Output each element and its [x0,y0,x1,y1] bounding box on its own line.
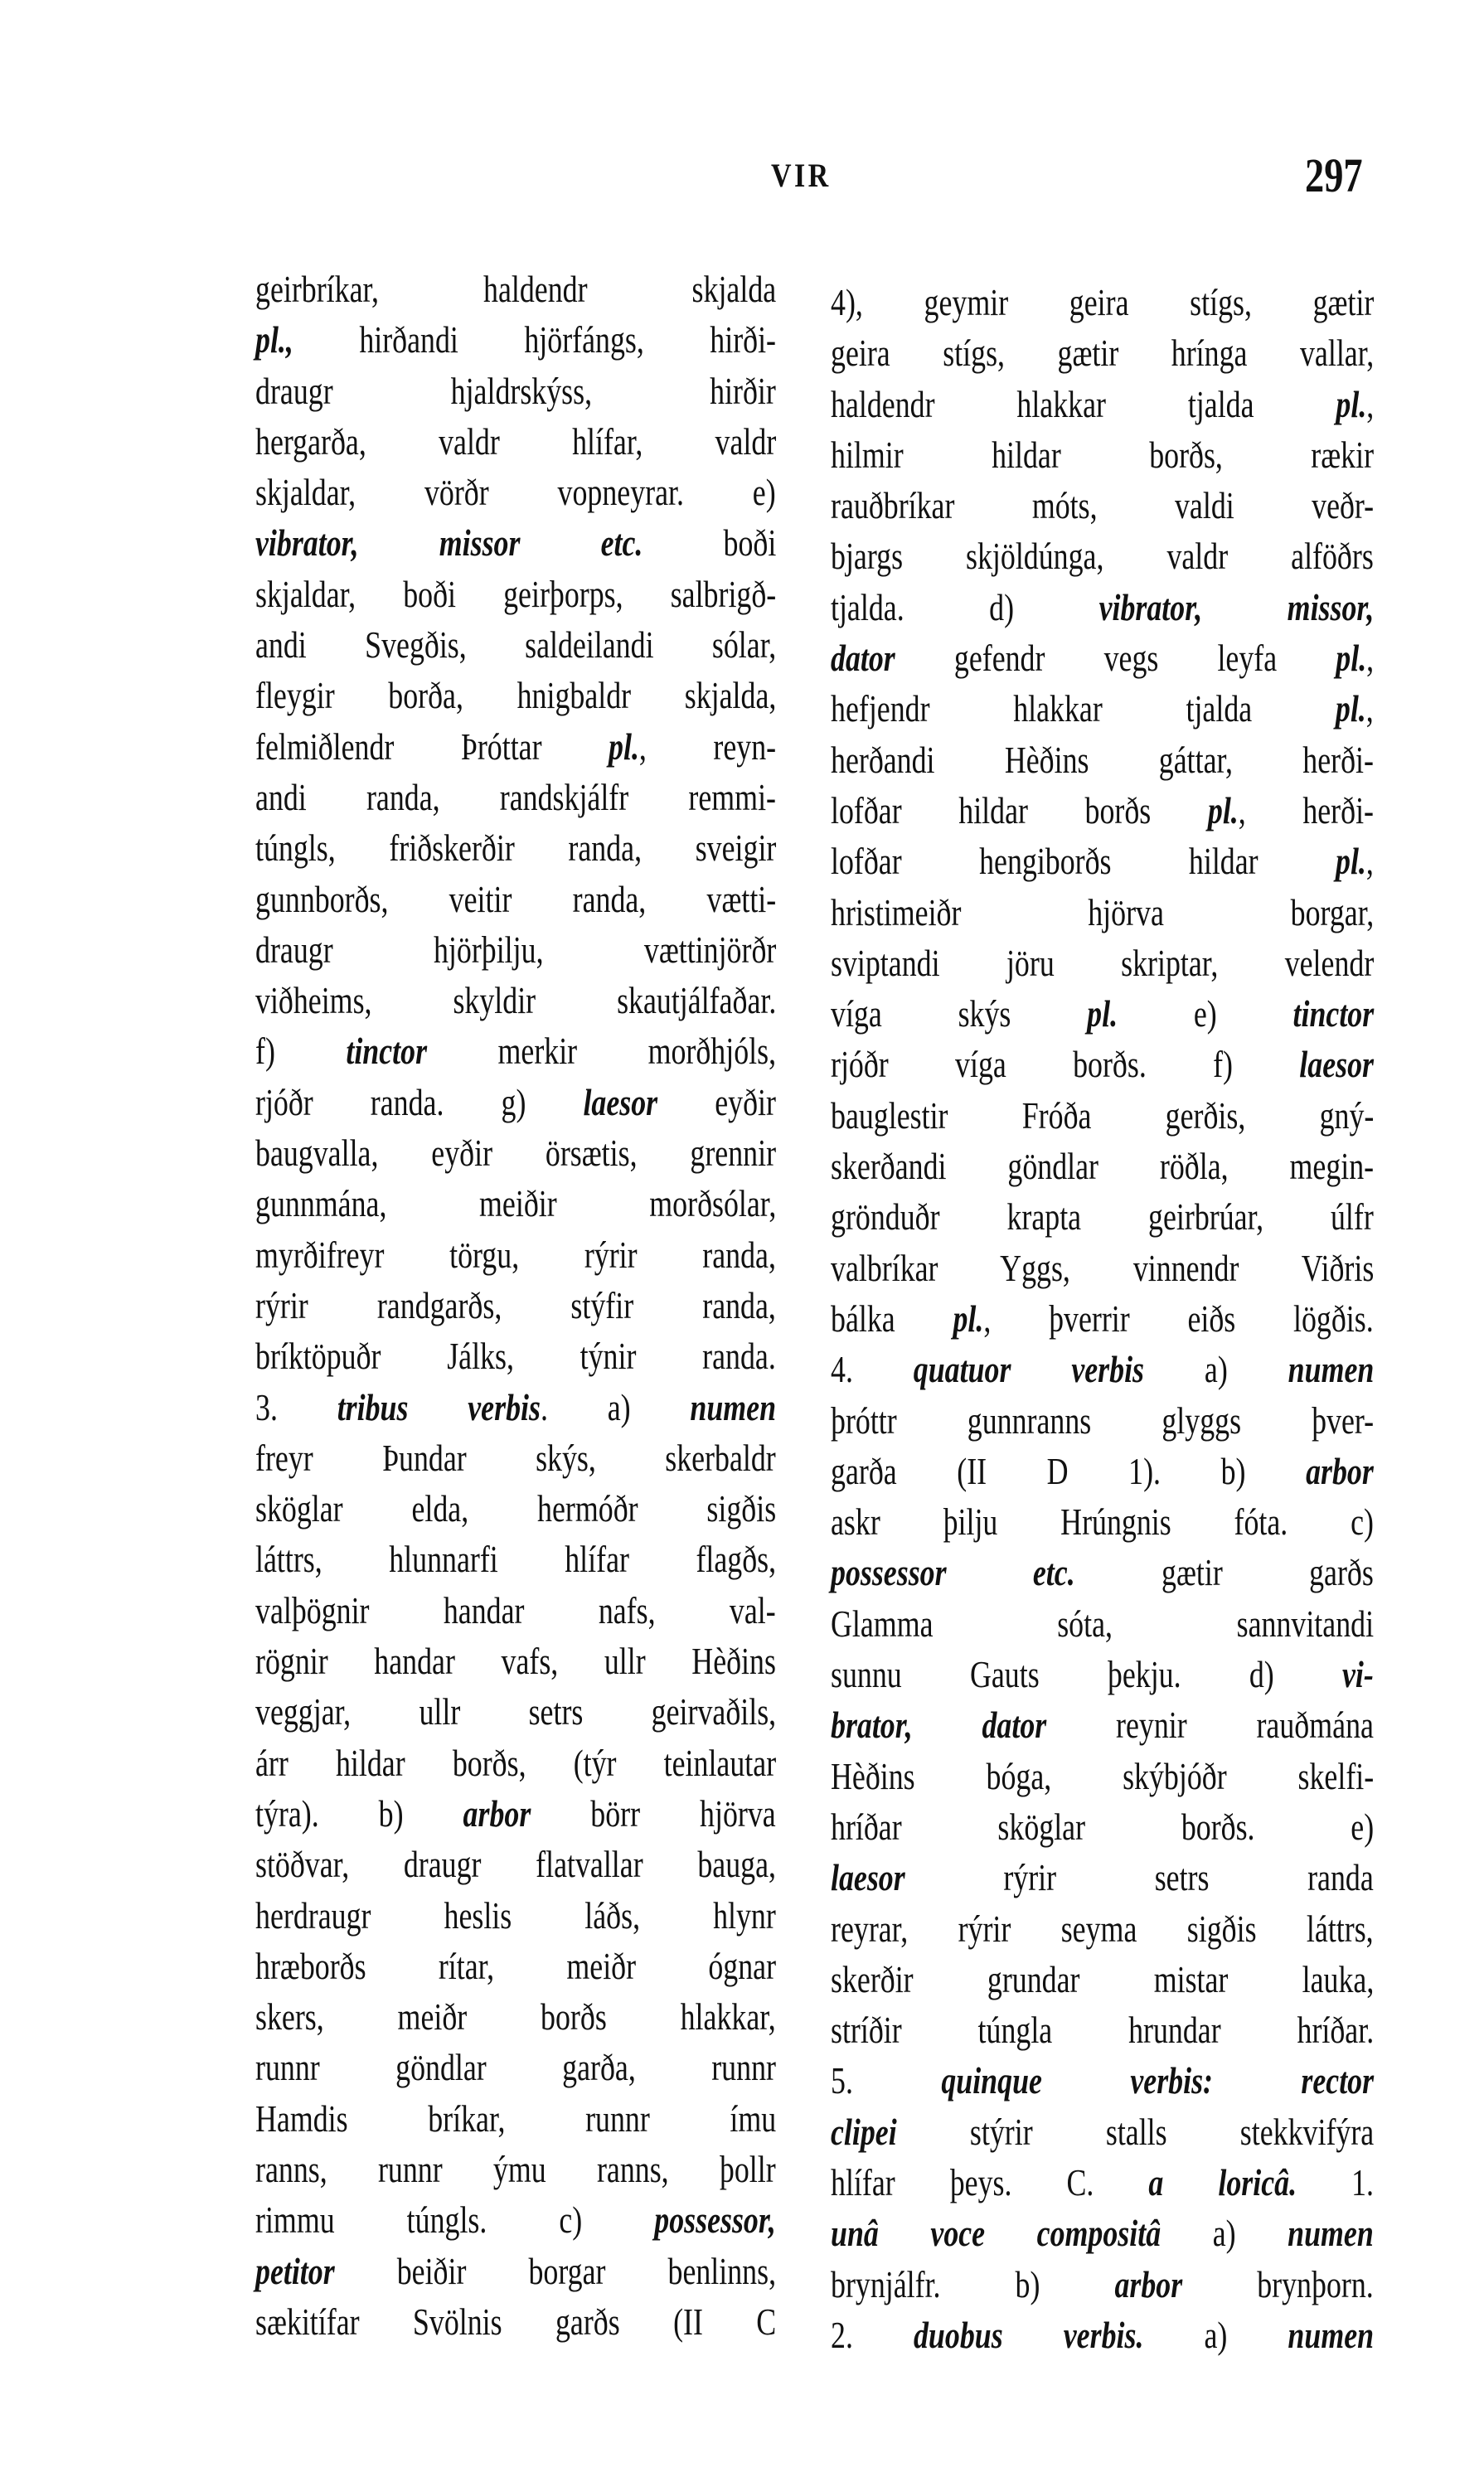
italic-term: duobus verbis. [913,2313,1144,2356]
text-segment: garða (II D 1). b) [831,1449,1307,1492]
text-segment: , herði- [1238,788,1374,831]
text-line [831,2055,1374,2106]
text-line [255,619,776,670]
text-line [255,772,776,822]
text-segment: Hamdis bríkar, runnr ímu [255,2097,777,2140]
text-line [831,2106,1374,2157]
text-line [831,277,1374,327]
text-segment: hristimeiðr hjörva borgar, [831,890,1375,933]
text-line [831,2208,1374,2258]
text-segment: valþögnir handar nafs, val- [255,1588,776,1631]
text-segment: týra). b) [255,1791,463,1835]
italic-term: pl., [255,318,293,361]
text-segment: felmiðlendr Þróttar [255,725,609,768]
text-segment: lofðar hengiborðs hildar [831,840,1336,883]
text-segment: tjalda. d) [831,585,1099,628]
italic-term: pl. [609,725,639,768]
text-segment: 5. [831,2059,942,2102]
text-line [255,1839,776,1889]
text-segment: 1. [1297,2160,1375,2203]
text-line [255,517,776,568]
italic-term: possessor, [654,2199,776,2242]
italic-term: numen [1288,2212,1374,2255]
text-line [831,379,1374,429]
text-segment: veggjar, ullr setrs geirvaðils, [255,1690,777,1733]
text-segment: fleygir borða, hnigbaldr skjalda, [255,674,777,717]
text-segment: herðandi Hèðins gáttar, herði- [831,738,1374,781]
text-segment: skerðir grundar mistar lauka, [831,1957,1375,2000]
text-segment: hríðar sköglar borðs. e) [831,1805,1375,1848]
text-line [255,314,776,365]
italic-term: vibrator, missor etc. [255,521,643,565]
text-segment: hirðandi hjörfángs, hirði- [293,318,777,361]
text-segment: eyðir [657,1080,776,1123]
text-segment: stýrir stalls stekkvifýra [896,2110,1375,2153]
text-segment: 2. [831,2313,914,2356]
text-segment: boði [643,521,777,565]
text-line [831,2005,1374,2055]
text-segment: viðheims, skyldir skautjálfaðar. [255,979,777,1022]
text-segment: túngls, friðskerðir randa, sveigir [255,827,777,870]
text-line [831,531,1374,581]
italic-term: numen [1288,1348,1375,1391]
text-segment: 4), geymir geira stígs, gætir [831,281,1375,323]
text-line [831,480,1374,531]
text-line [255,1483,776,1534]
text-line [831,1598,1374,1649]
text-line [255,1585,776,1636]
text-segment: þróttr gunnranns glyggs þver- [831,1399,1375,1442]
text-line [831,1547,1374,1597]
text-line [831,785,1374,836]
text-line [831,2157,1374,2208]
text-line [255,1788,776,1839]
text-segment: rimmu túngls. c) [255,2199,655,2242]
text-line [255,975,776,1025]
text-line [255,1991,776,2042]
text-line [255,1280,776,1331]
italic-term: possessor etc. [831,1551,1075,1594]
text-line [255,2093,776,2144]
text-line [831,1191,1374,1242]
text-line [255,264,776,314]
text-line [255,1178,776,1229]
text-segment: baugvalla, eyðir örsætis, grennir [255,1132,777,1175]
text-line [255,822,776,873]
text-line [255,2144,776,2194]
text-line [255,1127,776,1178]
text-segment: börr hjörva [531,1791,776,1835]
text-segment: 3. [255,1385,337,1428]
italic-term: pl. [953,1297,984,1340]
text-line [255,1686,776,1737]
text-segment: bauglestir Fróða gerðis, gný- [831,1093,1375,1137]
text-segment: hlífar þeys. C. [831,2160,1149,2203]
text-segment: a) [1144,1348,1288,1391]
italic-term: vi- [1341,1653,1374,1696]
italic-term: tinctor [346,1030,428,1073]
text-line [831,582,1374,633]
italic-term: vibrator, missor, [1098,585,1375,628]
page-number: 297 [1305,148,1363,202]
text-segment: beiðir borgar benlinns, [334,2249,777,2292]
text-line [831,938,1374,988]
text-segment: brynjálfr. b) [831,2262,1115,2305]
text-line [831,1243,1374,1293]
italic-term: brator, dator [831,1704,1047,1747]
text-segment: skerðandi göndlar röðla, megin- [831,1145,1375,1188]
text-segment: geirbríkar, haldendr skjalda [255,268,777,310]
text-segment: rýrir setrs randa [904,1856,1374,1899]
text-line [255,1636,776,1686]
text-line [831,1344,1374,1394]
text-line [255,2042,776,2092]
text-segment: , [1365,840,1374,883]
italic-term: unâ voce compositâ [831,2212,1161,2255]
italic-term: arbor [463,1791,531,1835]
italic-term: petitor [255,2249,335,2292]
text-line [831,1039,1374,1089]
text-line [831,327,1374,378]
text-segment: , þverrir eiðs lögðis. [983,1297,1374,1340]
text-segment: draugr hjaldrskýss, hirðir [255,369,776,412]
text-segment: , [1365,687,1374,730]
text-segment: láttrs, hlunnarfi hlífar flagðs, [255,1538,777,1581]
italic-term: clipei [831,2110,897,2153]
text-segment: brynþorn. [1182,2262,1374,2305]
text-line [831,2259,1374,2310]
text-segment: sviptandi jöru skriptar, velendr [831,941,1375,984]
text-segment: haldendr hlakkar tjalda [831,382,1336,425]
text-segment: rjóðr randa. g) [255,1080,584,1123]
italic-term: pl. [1336,840,1366,883]
text-line [831,1903,1374,1954]
text-segment: sunnu Gauts þekju. d) [831,1653,1342,1696]
text-line [255,1738,776,1788]
text-line [831,887,1374,938]
text-segment: myrðifreyr törgu, rýrir randa, [255,1233,776,1276]
text-line [255,670,776,720]
text-line [831,1496,1374,1547]
text-segment: skers, meiðr borðs hlakkar, [255,1995,776,2039]
italic-term: arbor [1114,2262,1183,2305]
text-segment: grönduðr krapta geirbrúar, úlfr [831,1195,1374,1239]
italic-term: tribus verbis [337,1385,541,1428]
italic-term: tinctor [1292,992,1375,1035]
italic-term: pl. [1207,788,1239,831]
text-segment: ranns, runnr ýmu ranns, þollr [255,2147,776,2190]
text-segment: lofðar hildar borðs [831,788,1208,831]
text-segment: geira stígs, gætir hrínga vallar, [831,332,1375,375]
running-head: VIR [771,157,832,194]
text-line [255,1229,776,1280]
text-line [255,874,776,924]
text-line [255,1534,776,1584]
text-segment: víga skýs [831,992,1088,1035]
text-segment: rýrir randgarðs, stýfir randa, [255,1283,776,1326]
text-line [831,1751,1374,1801]
text-segment: . a) [540,1385,691,1428]
text-segment: Glamma sóta, sannvitandi [831,1602,1375,1645]
italic-term: laesor [583,1080,658,1123]
text-line [255,2296,776,2347]
italic-term: pl. [1335,687,1366,730]
text-segment: gunnborðs, veitir randa, vætti- [255,877,777,920]
text-segment: , [1366,637,1375,680]
text-line [255,1077,776,1127]
text-line [831,1801,1374,1852]
text-line [831,1852,1374,1903]
text-segment: bjargs skjöldúnga, valdr alföðrs [831,535,1374,578]
text-segment: a) [1143,2313,1288,2356]
text-line [831,836,1374,886]
text-line [831,1699,1374,1750]
text-segment: f) [255,1030,347,1073]
text-segment: andi Svegðis, saldeilandi sólar, [255,623,777,667]
text-segment: andi randa, randskjálfr remmi- [255,775,776,818]
text-segment: hilmir hildar borðs, rækir [831,433,1375,476]
text-segment: reynir rauðmána [1046,1704,1374,1747]
text-line [255,924,776,975]
text-segment: 4. [831,1348,914,1391]
text-segment: skjaldar, boði geirþorps, salbrigð- [255,572,777,615]
text-segment: reyrar, rýrir seyma sigðis láttrs, [831,1907,1374,1950]
text-segment: herdraugr heslis láðs, hlynr [255,1893,776,1937]
text-segment: askr þilju Hrúngnis fóta. c) [831,1500,1374,1544]
italic-term: pl. [1336,382,1367,425]
text-segment: draugr hjörþilju, vættinjörðr [255,928,777,971]
text-segment: merkir morðhjóls, [427,1030,777,1073]
text-segment: e) [1118,992,1293,1035]
text-line [255,721,776,772]
text-segment: rauðbríkar móts, valdi veðr- [831,484,1375,527]
text-line [831,429,1374,480]
text-segment: skjaldar, vörðr vopneyrar. e) [255,471,776,514]
text-line [831,988,1374,1039]
text-line [255,1382,776,1433]
text-segment: hræborðs rítar, meiðr ógnar [255,1944,777,1987]
text-line [255,366,776,416]
text-segment: Hèðins bóga, skýbjóðr skelfi- [831,1754,1375,1797]
text-segment: rögnir handar vafs, ullr Hèðins [255,1640,776,1683]
italic-term: a loricâ. [1148,2160,1297,2203]
text-segment: hefjendr hlakkar tjalda [831,687,1336,730]
text-segment: árr hildar borðs, (týr teinlautar [255,1741,777,1784]
left-column [255,264,776,2347]
text-segment: sköglar elda, hermóðr sigðis [255,1487,777,1530]
text-segment: gefendr vegs leyfa [895,637,1336,680]
text-line [831,1141,1374,1191]
text-line [255,467,776,517]
right-column [831,277,1374,2360]
italic-term: numen [1288,2313,1375,2356]
text-segment: a) [1161,2212,1288,2255]
text-segment: stöðvar, draugr flatvallar bauga, [255,1843,776,1886]
text-line [255,1890,776,1941]
text-line [831,1649,1374,1699]
text-segment: rjóðr víga borðs. f) [831,1043,1300,1086]
text-line [255,1941,776,1991]
italic-term: quatuor verbis [913,1348,1145,1391]
italic-term: laesor [1299,1043,1374,1086]
text-line [831,1293,1374,1344]
text-segment: gætir garðs [1074,1551,1374,1594]
text-line [831,633,1374,683]
italic-term: numen [690,1385,777,1428]
text-line [831,2310,1374,2360]
text-line [831,683,1374,734]
text-line [255,1025,776,1076]
text-line [831,1395,1374,1446]
text-segment: stríðir túngla hrundar hríðar. [831,2009,1375,2052]
text-segment: runnr göndlar garða, runnr [255,2046,776,2089]
italic-term: pl. [1087,992,1118,1035]
text-segment: sækitífar Svölnis garðs (II C [255,2300,777,2343]
text-line [831,1954,1374,2005]
text-segment: freyr Þundar skýs, skerbaldr [255,1436,776,1479]
text-line [831,1446,1374,1496]
text-segment: bríktöpuðr Jálks, týnir randa. [255,1335,776,1378]
text-segment: bálka [831,1297,953,1340]
text-segment: hergarða, valdr hlífar, valdr [255,419,777,463]
text-line [255,416,776,467]
text-line [831,734,1374,785]
text-segment: gunnmána, meiðir morðsólar, [255,1182,777,1225]
italic-term: arbor [1306,1449,1374,1492]
text-line [831,1090,1374,1141]
text-line [255,569,776,619]
text-segment: valbríkar Yggs, vinnendr Viðris [831,1246,1375,1289]
italic-term: pl. [1336,637,1367,680]
text-segment: , [1366,382,1375,425]
text-line [255,1433,776,1483]
text-line [255,2246,776,2296]
text-line [255,1331,776,1381]
italic-term: dator [831,637,895,680]
text-line [255,2194,776,2245]
italic-term: laesor [831,1856,905,1899]
italic-term: quinque verbis: rector [941,2059,1375,2102]
text-segment: , reyn- [638,725,777,768]
